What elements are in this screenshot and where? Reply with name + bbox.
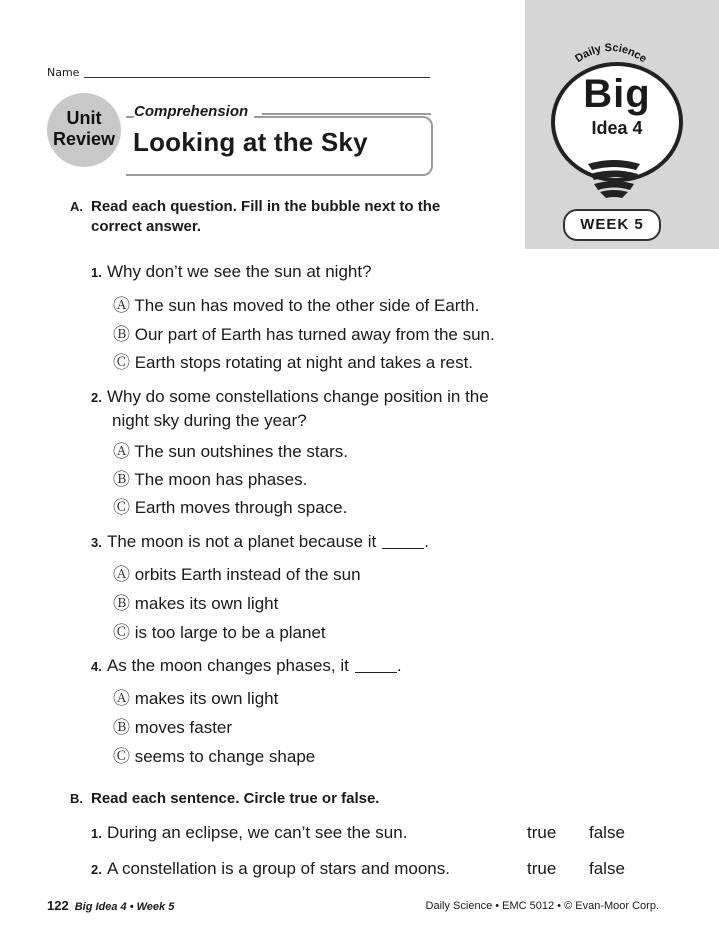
section-a-instruction [70, 198, 440, 215]
item-text: A constellation is a group of stars and moons. [106, 859, 450, 878]
item-number: 2. [91, 862, 102, 877]
page-title: Looking at the Sky [133, 127, 368, 157]
question-2 [91, 387, 489, 407]
name-field[interactable] [84, 77, 430, 78]
daily-science-text: Daily Science [573, 41, 649, 66]
q3-option-a[interactable]: Ⓐ orbits Earth instead of the sun [113, 565, 361, 584]
question-4: 4. As the moon changes phases, it . [91, 656, 402, 675]
section-a-line1: Read each question. Fill in the bubble next to the [91, 198, 441, 215]
tf1-false-option[interactable]: false [589, 823, 625, 842]
idea-label: Idea 4 [591, 118, 643, 138]
question-text: The moon is not a planet because it [106, 532, 377, 551]
footer-week-text: Big Idea 4 • Week 5 [74, 901, 175, 913]
question-number: 1. [91, 265, 102, 280]
q4-option-c[interactable]: Ⓒ seems to change shape [113, 747, 316, 766]
q2-option-c[interactable]: Ⓒ Earth moves through space. [113, 498, 348, 517]
unit-review-badge [47, 93, 121, 167]
question-1 [91, 262, 372, 282]
question-3: 3. The moon is not a planet because it . [91, 532, 430, 551]
q1-option-c[interactable]: Ⓒ Earth stops rotating at night and takes a rest. [113, 353, 474, 372]
q1-option-b[interactable]: Ⓑ Our part of Earth has turned away from the sun. [113, 325, 495, 344]
lightbulb-base-icon [580, 160, 648, 200]
question-text: Why do some constellations change position in the [106, 387, 489, 406]
section-a-line2: correct answer. [91, 218, 202, 235]
question-number: 2. [91, 390, 102, 405]
q2-option-a[interactable]: Ⓐ The sun outshines the stars. [113, 442, 348, 461]
tf-item-1 [91, 823, 407, 843]
subtitle-rule [262, 113, 431, 115]
tf-item-2 [91, 859, 450, 879]
name-label: Name [47, 66, 80, 79]
section-b-letter: B. [70, 791, 83, 806]
section-a-letter: A. [70, 199, 83, 214]
question-number: 3. [91, 535, 102, 550]
page-number: 122 [47, 898, 69, 913]
footer-left [47, 898, 174, 913]
answer-blank [382, 548, 424, 549]
tf2-false-option[interactable]: false [589, 859, 625, 878]
q4-option-b[interactable]: Ⓑ moves faster [113, 718, 233, 737]
question-text-continued: night sky during the year? [112, 411, 307, 430]
question-text: Why don’t we see the sun at night? [106, 262, 372, 281]
q3-option-c[interactable]: Ⓒ is too large to be a planet [113, 623, 326, 642]
q3-option-b[interactable]: Ⓑ makes its own light [113, 594, 279, 613]
tf1-true-option[interactable]: true [527, 823, 557, 842]
footer-right: Daily Science • EMC 5012 • © Evan-Moor Corp. [425, 900, 659, 912]
question-text: As the moon changes phases, it [106, 656, 349, 675]
big-label: Big [583, 72, 651, 116]
section-b-instruction [70, 790, 379, 807]
review-label: Review [52, 129, 116, 149]
tf2-true-option[interactable]: true [527, 859, 557, 878]
answer-blank [355, 672, 397, 673]
week-badge: WEEK 5 [563, 209, 661, 241]
question-number: 4. [91, 659, 102, 674]
q2-option-b[interactable]: Ⓑ The moon has phases. [113, 470, 308, 489]
item-number: 1. [91, 826, 102, 841]
q4-option-a[interactable]: Ⓐ makes its own light [113, 689, 279, 708]
page-subtitle: Comprehension [134, 103, 254, 120]
item-text: During an eclipse, we can’t see the sun. [106, 823, 408, 842]
unit-label: Unit [66, 108, 102, 128]
section-b-text: Read each sentence. Circle true or false. [91, 790, 380, 807]
q1-option-a[interactable]: Ⓐ The sun has moved to the other side of Earth. [113, 296, 480, 315]
